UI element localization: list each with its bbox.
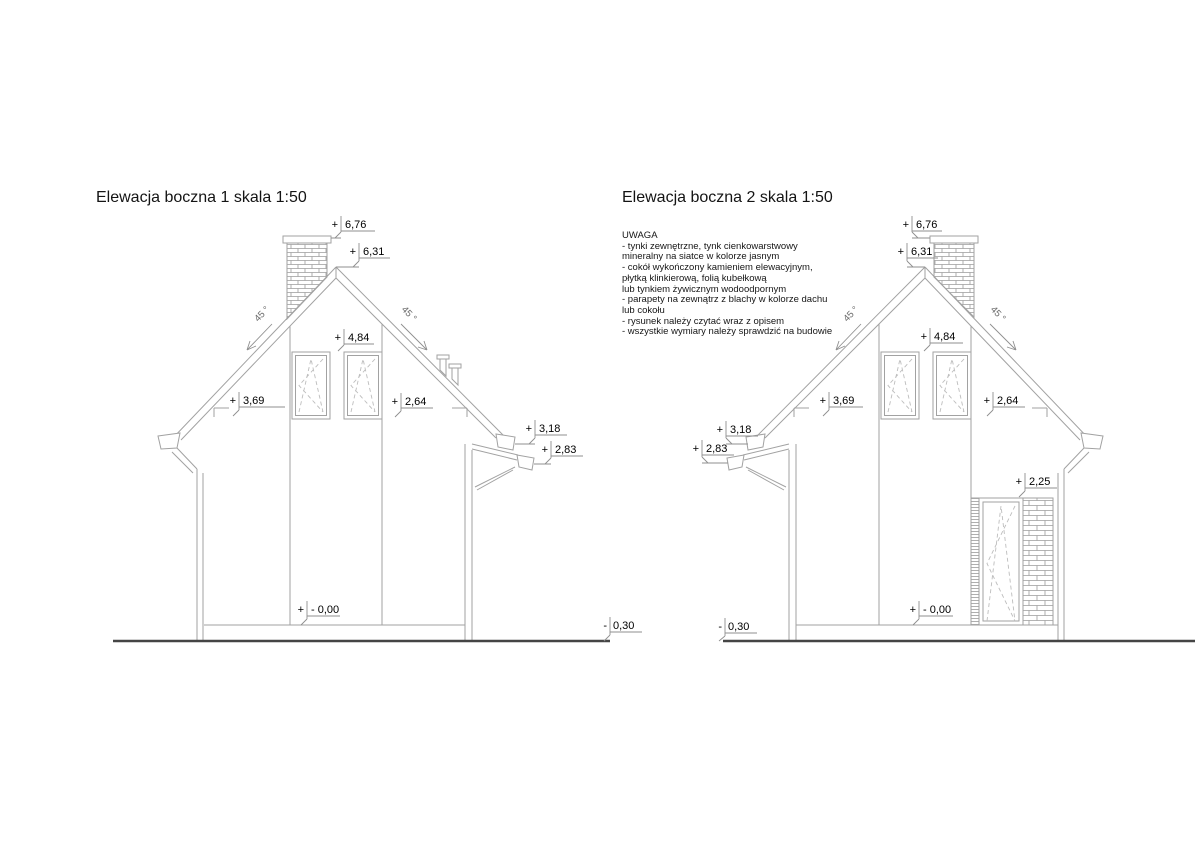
- note-line: lub cokołu: [622, 304, 665, 316]
- marker-sign: +: [897, 246, 904, 258]
- roof-vent-cap: [449, 364, 461, 368]
- marker-sign: +: [902, 219, 909, 231]
- eaves-soffit-right: [1064, 448, 1089, 473]
- annex-roof: [472, 444, 518, 490]
- note-line: - cokół wykończony kamieniem elewacyjnym,: [622, 262, 813, 274]
- marker-value: 2,25: [1029, 476, 1051, 488]
- roof-step-right: [1032, 408, 1047, 417]
- window: [344, 352, 382, 419]
- note-line: - rysunek należy czytać wraz z opisem: [622, 315, 785, 327]
- marker-value: 0,30: [613, 620, 635, 632]
- level-marker-chimney-top: [331, 216, 375, 238]
- level-marker-floor: [298, 601, 340, 625]
- annex-roof: [743, 444, 789, 490]
- gutter-right-upper: [496, 434, 515, 450]
- marker-sign: +: [229, 395, 236, 407]
- roof-angle-label: 45 °: [398, 304, 419, 325]
- marker-sign: +: [920, 331, 927, 343]
- marker-value: - 0,00: [923, 604, 952, 616]
- level-marker-ground: [718, 618, 757, 641]
- marker-sign: +: [391, 396, 398, 408]
- chimney-cap: [283, 236, 331, 243]
- cladding-strip-right: [1023, 498, 1053, 625]
- wall-left: [789, 444, 796, 641]
- marker-value: 2,83: [706, 443, 728, 455]
- marker-value: 3,18: [730, 424, 752, 436]
- marker-value: 4,84: [348, 332, 370, 344]
- level-marker-annex-upper: [515, 420, 567, 444]
- chimney-body: [934, 243, 974, 317]
- window-frame: [933, 352, 971, 419]
- roof-vent-body: [452, 368, 458, 385]
- marker-sign: +: [349, 246, 356, 258]
- eaves-soffit-left: [172, 448, 197, 473]
- note-line: - wszystkie wymiary należy sprawdzić na budowie: [622, 326, 833, 338]
- level-marker-eaves: [820, 392, 863, 416]
- window-frame: [344, 352, 382, 419]
- chimney-cap: [930, 236, 978, 243]
- level-marker-chimney-top: [903, 216, 942, 238]
- level-marker-floor: [910, 601, 953, 625]
- ground-floor-door: [971, 498, 1053, 625]
- window-frame: [881, 352, 919, 419]
- marker-value: 6,76: [345, 219, 367, 231]
- marker-sign: -: [603, 620, 607, 632]
- window: [292, 352, 330, 419]
- note-heading: UWAGA: [622, 230, 658, 241]
- roof-step-right: [452, 408, 467, 417]
- level-marker-window-top: [921, 328, 963, 351]
- roof-step-left: [214, 408, 229, 417]
- marker-value: 6,31: [363, 246, 385, 258]
- marker-sign: +: [983, 395, 990, 407]
- wall-left: [197, 469, 203, 641]
- marker-value: - 0,00: [311, 604, 340, 616]
- marker-value: 3,69: [833, 395, 855, 407]
- gutter-left: [158, 433, 180, 449]
- marker-sign: +: [716, 424, 723, 436]
- roof-lines: [172, 267, 505, 440]
- roof-angle-label: 45 °: [252, 304, 273, 325]
- marker-sign: +: [1015, 476, 1022, 488]
- gutter-right: [1081, 433, 1103, 449]
- marker-sign: +: [331, 219, 338, 231]
- door-frame: [979, 498, 1023, 625]
- wall-right: [1058, 469, 1064, 641]
- level-marker-annex-lower: [534, 441, 583, 464]
- marker-value: 6,31: [911, 246, 933, 258]
- chimney: [283, 236, 331, 319]
- roof-vent: [437, 355, 449, 376]
- level-marker-ridge: [336, 243, 390, 267]
- window: [933, 352, 971, 419]
- note-line: mineralny na siatce w kolorze jasnym: [622, 251, 780, 263]
- level-marker-ridge: [898, 243, 938, 267]
- roof-angle-arrow: [990, 324, 1016, 350]
- marker-sign: +: [541, 444, 548, 456]
- marker-value: 3,18: [539, 423, 561, 435]
- note-line: - tynki zewnętrzne, tynk cienkowarstwowy: [622, 240, 798, 252]
- wall-right: [465, 444, 472, 641]
- roof-angle-label: 45 °: [841, 304, 862, 325]
- window-frame: [292, 352, 330, 419]
- elevation2-drawing: [693, 216, 1195, 641]
- roof-vent-body: [440, 359, 446, 376]
- note-line: płytką klinkierową, folią kubełkową: [622, 272, 767, 284]
- marker-sign: +: [692, 443, 699, 455]
- roof-vent-cap: [437, 355, 449, 359]
- marker-value: 6,76: [916, 219, 938, 231]
- marker-value: 4,84: [934, 331, 956, 343]
- elevation1-title: Elewacja boczna 1 skala 1:50: [96, 189, 307, 206]
- window: [881, 352, 919, 419]
- level-marker-ground: [603, 617, 642, 641]
- elevation1-drawing: [113, 216, 642, 641]
- marker-value: 3,69: [243, 395, 265, 407]
- roof-angle-label: 45 °: [987, 304, 1008, 325]
- marker-value: 2,64: [997, 395, 1019, 407]
- chimney: [930, 236, 978, 317]
- marker-sign: +: [909, 604, 916, 616]
- marker-sign: -: [718, 621, 722, 633]
- level-marker-window-top: [335, 329, 374, 351]
- gutter-left-lower: [727, 455, 744, 470]
- marker-sign: +: [297, 604, 304, 616]
- level-marker-window-sill: [392, 393, 433, 417]
- level-marker-eaves-left: [230, 392, 285, 416]
- roof-step-left: [794, 408, 809, 417]
- level-marker-door-top: [1016, 473, 1057, 497]
- marker-value: 0,30: [728, 621, 750, 633]
- marker-sign: +: [525, 423, 532, 435]
- marker-sign: +: [819, 395, 826, 407]
- gutter-right-lower: [517, 455, 534, 470]
- roof-angle-arrow: [247, 324, 272, 350]
- level-marker-window-sill: [984, 392, 1025, 416]
- marker-value: 2,83: [555, 444, 577, 456]
- note-line: - parapety na zewnątrz z blachy w kolorze dachu: [622, 294, 828, 306]
- cladding-strip-left: [971, 498, 979, 625]
- marker-sign: +: [334, 332, 341, 344]
- note-line: lub tynkiem żywicznym wodoodpornym: [622, 283, 787, 295]
- roof-lines: [756, 267, 1089, 440]
- marker-value: 2,64: [405, 396, 427, 408]
- elevation2-title: Elewacja boczna 2 skala 1:50: [622, 189, 833, 206]
